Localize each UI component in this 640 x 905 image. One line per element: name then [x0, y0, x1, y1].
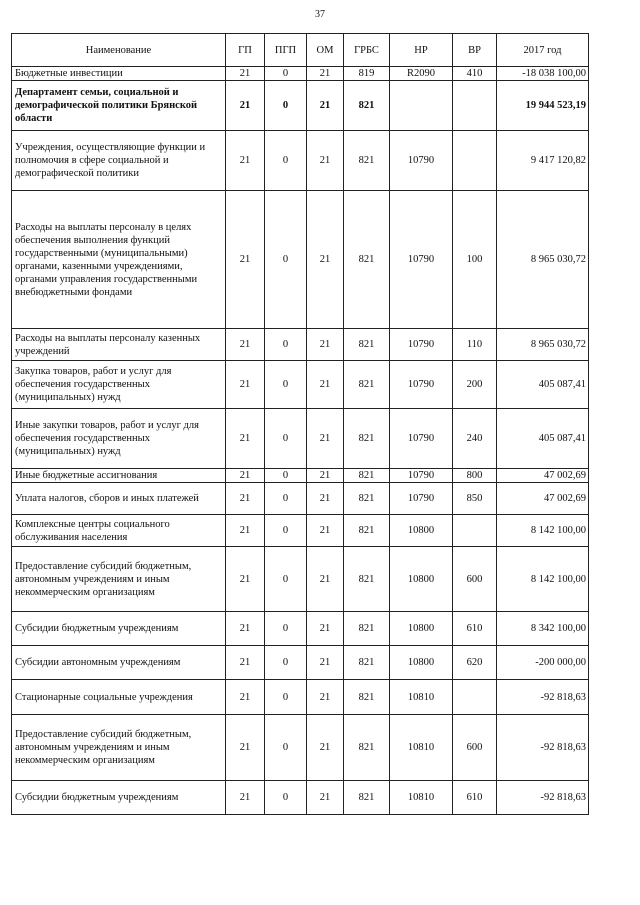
- cell-grbs: 821: [344, 515, 390, 547]
- cell-vr: 610: [453, 612, 497, 646]
- cell-nr: 10810: [390, 781, 453, 815]
- cell-om: 21: [307, 646, 344, 680]
- cell-grbs: 821: [344, 191, 390, 329]
- cell-nr: 10790: [390, 409, 453, 469]
- cell-gp: 21: [226, 483, 265, 515]
- cell-amount: -18 038 100,00: [497, 67, 589, 81]
- cell-om: 21: [307, 469, 344, 483]
- table-row: [12, 191, 589, 329]
- cell-om: 21: [307, 191, 344, 329]
- cell-nr: 10800: [390, 612, 453, 646]
- cell-vr: 600: [453, 715, 497, 781]
- cell-name: Стационарные социальные учреждения: [12, 680, 226, 715]
- cell-name: Субсидии автономным учреждениям: [12, 646, 226, 680]
- cell-vr: 620: [453, 646, 497, 680]
- cell-vr: 410: [453, 67, 497, 81]
- cell-amount: 47 002,69: [497, 469, 589, 483]
- cell-amount: 8 142 100,00: [497, 515, 589, 547]
- cell-grbs: 821: [344, 483, 390, 515]
- cell-om: 21: [307, 67, 344, 81]
- cell-vr: [453, 515, 497, 547]
- table-row: [12, 680, 589, 715]
- cell-name: Субсидии бюджетным учреждениям: [12, 612, 226, 646]
- cell-amount: 8 342 100,00: [497, 612, 589, 646]
- cell-om: 21: [307, 329, 344, 361]
- cell-nr: 10790: [390, 191, 453, 329]
- cell-pgp: 0: [265, 409, 307, 469]
- cell-name: Расходы на выплаты персоналу казенных учреждений: [12, 329, 226, 361]
- cell-grbs: 821: [344, 361, 390, 409]
- table-row: [12, 409, 589, 469]
- cell-pgp: 0: [265, 680, 307, 715]
- cell-gp: 21: [226, 131, 265, 191]
- table-row: [12, 515, 589, 547]
- cell-grbs: 821: [344, 781, 390, 815]
- cell-name: Бюджетные инвестиции: [12, 67, 226, 81]
- cell-vr: 600: [453, 547, 497, 612]
- table-row: [12, 81, 589, 131]
- cell-gp: 21: [226, 469, 265, 483]
- cell-vr: 100: [453, 191, 497, 329]
- cell-pgp: 0: [265, 361, 307, 409]
- cell-amount: -92 818,63: [497, 680, 589, 715]
- cell-grbs: 821: [344, 81, 390, 131]
- header-row: [12, 34, 589, 67]
- cell-gp: 21: [226, 67, 265, 81]
- cell-amount: 405 087,41: [497, 361, 589, 409]
- cell-vr: 200: [453, 361, 497, 409]
- header-grbs: ГРБС: [344, 34, 390, 67]
- header-om: ОМ: [307, 34, 344, 67]
- cell-gp: 21: [226, 81, 265, 131]
- cell-amount: 405 087,41: [497, 409, 589, 469]
- cell-gp: 21: [226, 329, 265, 361]
- cell-gp: 21: [226, 646, 265, 680]
- cell-gp: 21: [226, 680, 265, 715]
- cell-amount: -200 000,00: [497, 646, 589, 680]
- cell-om: 21: [307, 781, 344, 815]
- cell-name: Предоставление субсидий бюджетным, автономным учреждениям и иным некоммерческим организациям: [12, 547, 226, 612]
- cell-pgp: 0: [265, 781, 307, 815]
- cell-name: Расходы на выплаты персоналу в целях обеспечения выполнения функций государственными (муниципальными) органами, казенными учреждениями, органами управления государственными внебюджетными фондами: [12, 191, 226, 329]
- cell-om: 21: [307, 361, 344, 409]
- table-body: [12, 67, 589, 815]
- cell-name: Иные закупки товаров, работ и услуг для обеспечения государственных (муниципальных) нужд: [12, 409, 226, 469]
- cell-vr: 610: [453, 781, 497, 815]
- cell-amount: 9 417 120,82: [497, 131, 589, 191]
- cell-grbs: 821: [344, 646, 390, 680]
- cell-om: 21: [307, 547, 344, 612]
- cell-om: 21: [307, 715, 344, 781]
- cell-nr: 10790: [390, 483, 453, 515]
- cell-pgp: 0: [265, 191, 307, 329]
- cell-vr: 800: [453, 469, 497, 483]
- cell-vr: 240: [453, 409, 497, 469]
- cell-pgp: 0: [265, 612, 307, 646]
- cell-grbs: 821: [344, 612, 390, 646]
- cell-amount: 8 965 030,72: [497, 329, 589, 361]
- cell-vr: 850: [453, 483, 497, 515]
- cell-name: Закупка товаров, работ и услуг для обеспечения государственных (муниципальных) нужд: [12, 361, 226, 409]
- cell-gp: 21: [226, 515, 265, 547]
- header-nr: НР: [390, 34, 453, 67]
- table-row: [12, 469, 589, 483]
- cell-gp: 21: [226, 781, 265, 815]
- cell-amount: 8 965 030,72: [497, 191, 589, 329]
- table-row: [12, 329, 589, 361]
- cell-gp: 21: [226, 361, 265, 409]
- cell-grbs: 821: [344, 329, 390, 361]
- cell-nr: 10800: [390, 547, 453, 612]
- cell-pgp: 0: [265, 646, 307, 680]
- cell-gp: 21: [226, 715, 265, 781]
- cell-pgp: 0: [265, 715, 307, 781]
- table-row: [12, 361, 589, 409]
- cell-name: Субсидии бюджетным учреждениям: [12, 781, 226, 815]
- cell-grbs: 821: [344, 469, 390, 483]
- cell-name: Уплата налогов, сборов и иных платежей: [12, 483, 226, 515]
- table-row: [12, 646, 589, 680]
- cell-name: Иные бюджетные ассигнования: [12, 469, 226, 483]
- cell-grbs: 821: [344, 547, 390, 612]
- cell-name: Департамент семьи, социальной и демографической политики Брянской области: [12, 81, 226, 131]
- cell-pgp: 0: [265, 469, 307, 483]
- cell-pgp: 0: [265, 547, 307, 612]
- cell-name: Предоставление субсидий бюджетным, автономным учреждениям и иным некоммерческим организациям: [12, 715, 226, 781]
- cell-nr: 10800: [390, 646, 453, 680]
- cell-nr: 10790: [390, 469, 453, 483]
- cell-pgp: 0: [265, 131, 307, 191]
- cell-nr: 10790: [390, 329, 453, 361]
- cell-om: 21: [307, 612, 344, 646]
- cell-amount: 47 002,69: [497, 483, 589, 515]
- table-row: [12, 131, 589, 191]
- cell-nr: 10790: [390, 361, 453, 409]
- cell-amount: -92 818,63: [497, 715, 589, 781]
- cell-vr: [453, 131, 497, 191]
- cell-om: 21: [307, 409, 344, 469]
- cell-pgp: 0: [265, 483, 307, 515]
- table-row: [12, 67, 589, 81]
- cell-grbs: 821: [344, 680, 390, 715]
- header-pgp: ПГП: [265, 34, 307, 67]
- cell-om: 21: [307, 515, 344, 547]
- cell-pgp: 0: [265, 67, 307, 81]
- cell-gp: 21: [226, 612, 265, 646]
- table-row: [12, 612, 589, 646]
- cell-name: Комплексные центры социального обслуживания населения: [12, 515, 226, 547]
- budget-table: [11, 33, 589, 815]
- cell-amount: 8 142 100,00: [497, 547, 589, 612]
- cell-om: 21: [307, 680, 344, 715]
- page-number: 37: [315, 9, 325, 20]
- cell-om: 21: [307, 81, 344, 131]
- cell-gp: 21: [226, 191, 265, 329]
- cell-vr: [453, 81, 497, 131]
- cell-om: 21: [307, 131, 344, 191]
- cell-gp: 21: [226, 547, 265, 612]
- header-year: 2017 год: [497, 34, 589, 67]
- table-row: [12, 715, 589, 781]
- cell-nr: 10810: [390, 680, 453, 715]
- cell-grbs: 821: [344, 715, 390, 781]
- cell-nr: 10810: [390, 715, 453, 781]
- cell-vr: 110: [453, 329, 497, 361]
- cell-grbs: 821: [344, 409, 390, 469]
- cell-nr: [390, 81, 453, 131]
- cell-nr: R2090: [390, 67, 453, 81]
- cell-gp: 21: [226, 409, 265, 469]
- cell-grbs: 819: [344, 67, 390, 81]
- cell-om: 21: [307, 483, 344, 515]
- cell-amount: -92 818,63: [497, 781, 589, 815]
- cell-nr: 10790: [390, 131, 453, 191]
- cell-name: Учреждения, осуществляющие функции и полномочия в сфере социальной и демографической политики: [12, 131, 226, 191]
- cell-grbs: 821: [344, 131, 390, 191]
- table-row: [12, 781, 589, 815]
- cell-vr: [453, 680, 497, 715]
- cell-pgp: 0: [265, 515, 307, 547]
- cell-pgp: 0: [265, 81, 307, 131]
- table-row: [12, 547, 589, 612]
- header-gp: ГП: [226, 34, 265, 67]
- header-vr: ВР: [453, 34, 497, 67]
- header-name: Наименование: [12, 34, 226, 67]
- cell-amount: 19 944 523,19: [497, 81, 589, 131]
- cell-nr: 10800: [390, 515, 453, 547]
- table-row: [12, 483, 589, 515]
- cell-pgp: 0: [265, 329, 307, 361]
